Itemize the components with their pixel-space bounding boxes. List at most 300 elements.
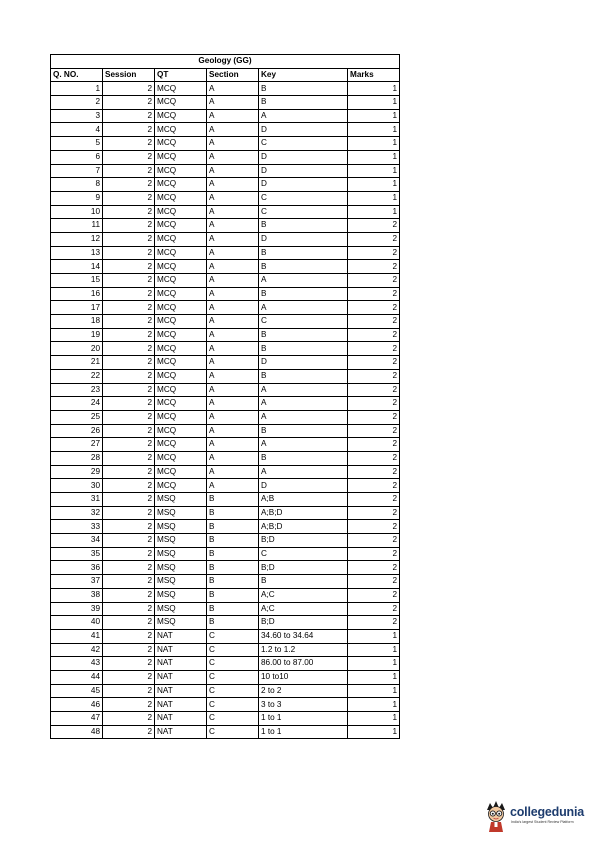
cell-key: B [259, 246, 348, 260]
cell-session: 2 [103, 479, 155, 493]
header-key: Key [259, 68, 348, 82]
cell-session: 2 [103, 178, 155, 192]
cell-section: A [207, 383, 259, 397]
table-row [51, 670, 400, 684]
cell-session: 2 [103, 698, 155, 712]
cell-section: B [207, 520, 259, 534]
table-row [51, 602, 400, 616]
cell-qno: 2 [51, 96, 103, 110]
cell-qt: MSQ [155, 493, 207, 507]
cell-marks: 1 [348, 191, 400, 205]
cell-session: 2 [103, 301, 155, 315]
table-row [51, 438, 400, 452]
table-title-row [51, 55, 400, 69]
cell-key: C [259, 205, 348, 219]
cell-section: A [207, 191, 259, 205]
cell-section: A [207, 219, 259, 233]
cell-section: C [207, 657, 259, 671]
cell-session: 2 [103, 506, 155, 520]
cell-key: B [259, 342, 348, 356]
cell-section: B [207, 493, 259, 507]
cell-qno: 5 [51, 137, 103, 151]
table-row [51, 164, 400, 178]
cell-key: D [259, 232, 348, 246]
cell-section: A [207, 123, 259, 137]
table-row [51, 424, 400, 438]
table-row [51, 123, 400, 137]
cell-section: A [207, 465, 259, 479]
cell-qno: 12 [51, 232, 103, 246]
cell-key: A [259, 397, 348, 411]
cell-qt: NAT [155, 629, 207, 643]
cell-qno: 23 [51, 383, 103, 397]
cell-marks: 2 [348, 315, 400, 329]
cell-qt: MCQ [155, 260, 207, 274]
table-body [51, 82, 400, 739]
cell-qno: 15 [51, 274, 103, 288]
table-row [51, 725, 400, 739]
table-row [51, 534, 400, 548]
table-row [51, 684, 400, 698]
cell-qt: MCQ [155, 96, 207, 110]
table-row [51, 616, 400, 630]
cell-marks: 1 [348, 657, 400, 671]
cell-key: B;D [259, 616, 348, 630]
cell-qt: NAT [155, 698, 207, 712]
cell-session: 2 [103, 629, 155, 643]
table-row [51, 191, 400, 205]
cell-key: A;B [259, 493, 348, 507]
cell-marks: 2 [348, 356, 400, 370]
cell-section: A [207, 137, 259, 151]
cell-qt: MCQ [155, 191, 207, 205]
cell-session: 2 [103, 123, 155, 137]
cell-marks: 1 [348, 150, 400, 164]
cell-section: B [207, 534, 259, 548]
cell-session: 2 [103, 383, 155, 397]
table-row [51, 520, 400, 534]
table-row [51, 287, 400, 301]
cell-qno: 38 [51, 588, 103, 602]
cell-key: 2 to 2 [259, 684, 348, 698]
cell-session: 2 [103, 561, 155, 575]
cell-key: A [259, 383, 348, 397]
cell-qno: 34 [51, 534, 103, 548]
table-row [51, 232, 400, 246]
cell-qt: MCQ [155, 205, 207, 219]
cell-session: 2 [103, 82, 155, 96]
cell-section: A [207, 82, 259, 96]
cell-qt: MCQ [155, 410, 207, 424]
cell-qno: 13 [51, 246, 103, 260]
cell-marks: 2 [348, 493, 400, 507]
cell-section: C [207, 643, 259, 657]
cell-marks: 2 [348, 575, 400, 589]
cell-marks: 2 [348, 383, 400, 397]
cell-qno: 11 [51, 219, 103, 233]
cell-section: A [207, 479, 259, 493]
cell-qt: NAT [155, 643, 207, 657]
cell-qno: 43 [51, 657, 103, 671]
table-row [51, 712, 400, 726]
collegedunia-logo [484, 799, 590, 833]
cell-session: 2 [103, 369, 155, 383]
cell-marks: 2 [348, 397, 400, 411]
table-row [51, 96, 400, 110]
cell-marks: 2 [348, 616, 400, 630]
cell-session: 2 [103, 438, 155, 452]
cell-key: C [259, 315, 348, 329]
cell-marks: 1 [348, 109, 400, 123]
cell-qt: MCQ [155, 82, 207, 96]
cell-qt: MCQ [155, 383, 207, 397]
cell-marks: 2 [348, 219, 400, 233]
cell-qno: 36 [51, 561, 103, 575]
cell-qno: 39 [51, 602, 103, 616]
cell-section: B [207, 616, 259, 630]
cell-session: 2 [103, 287, 155, 301]
table-row [51, 561, 400, 575]
table-title: Geology (GG) [51, 55, 400, 69]
header-marks: Marks [348, 68, 400, 82]
cell-key: A;C [259, 588, 348, 602]
cell-marks: 2 [348, 534, 400, 548]
cell-key: D [259, 150, 348, 164]
cell-qt: MCQ [155, 274, 207, 288]
header-section: Section [207, 68, 259, 82]
cell-key: A [259, 438, 348, 452]
cell-section: C [207, 725, 259, 739]
cell-qno: 6 [51, 150, 103, 164]
cell-key: B;D [259, 534, 348, 548]
cell-marks: 2 [348, 246, 400, 260]
cell-marks: 2 [348, 369, 400, 383]
cell-marks: 1 [348, 670, 400, 684]
table-row [51, 260, 400, 274]
cell-session: 2 [103, 451, 155, 465]
cell-session: 2 [103, 520, 155, 534]
cell-qno: 14 [51, 260, 103, 274]
cell-marks: 2 [348, 438, 400, 452]
cell-section: C [207, 712, 259, 726]
cell-session: 2 [103, 410, 155, 424]
cell-qt: MCQ [155, 164, 207, 178]
table-row [51, 342, 400, 356]
cell-qt: MCQ [155, 397, 207, 411]
cell-qno: 4 [51, 123, 103, 137]
cell-marks: 1 [348, 725, 400, 739]
cell-key: A [259, 274, 348, 288]
cell-section: A [207, 410, 259, 424]
cell-marks: 1 [348, 629, 400, 643]
brand-tagline: India's largest Student Review Platform [511, 820, 574, 824]
cell-qno: 42 [51, 643, 103, 657]
cell-key: 1.2 to 1.2 [259, 643, 348, 657]
cell-marks: 2 [348, 602, 400, 616]
table-row [51, 479, 400, 493]
cell-qno: 28 [51, 451, 103, 465]
cell-section: C [207, 698, 259, 712]
table-row [51, 506, 400, 520]
cell-session: 2 [103, 397, 155, 411]
cell-qno: 33 [51, 520, 103, 534]
cell-key: B [259, 96, 348, 110]
cell-session: 2 [103, 547, 155, 561]
table-row [51, 493, 400, 507]
cell-qt: MCQ [155, 479, 207, 493]
cell-marks: 2 [348, 301, 400, 315]
cell-key: A [259, 109, 348, 123]
cell-key: 1 to 1 [259, 712, 348, 726]
cell-qt: NAT [155, 725, 207, 739]
cell-section: A [207, 342, 259, 356]
cell-qt: MSQ [155, 506, 207, 520]
cell-qno: 7 [51, 164, 103, 178]
cell-marks: 2 [348, 561, 400, 575]
cell-qno: 10 [51, 205, 103, 219]
cell-section: A [207, 315, 259, 329]
cell-marks: 1 [348, 96, 400, 110]
cell-session: 2 [103, 616, 155, 630]
cell-key: C [259, 191, 348, 205]
cell-session: 2 [103, 424, 155, 438]
cell-session: 2 [103, 274, 155, 288]
cell-qno: 17 [51, 301, 103, 315]
header-session: Session [103, 68, 155, 82]
cell-qt: MCQ [155, 178, 207, 192]
cell-marks: 2 [348, 342, 400, 356]
cell-section: A [207, 246, 259, 260]
cell-key: B [259, 575, 348, 589]
cell-section: A [207, 424, 259, 438]
cell-section: A [207, 109, 259, 123]
table-row [51, 315, 400, 329]
cell-section: B [207, 575, 259, 589]
cell-section: A [207, 205, 259, 219]
brand-name: collegedunia [510, 805, 585, 819]
cell-qt: MSQ [155, 534, 207, 548]
cell-qno: 26 [51, 424, 103, 438]
cell-key: B;D [259, 561, 348, 575]
cell-section: A [207, 451, 259, 465]
table-row [51, 356, 400, 370]
cell-qt: MCQ [155, 451, 207, 465]
cell-marks: 1 [348, 178, 400, 192]
cell-marks: 2 [348, 506, 400, 520]
cell-marks: 2 [348, 465, 400, 479]
table-row [51, 643, 400, 657]
table-row [51, 588, 400, 602]
cell-session: 2 [103, 602, 155, 616]
cell-qno: 21 [51, 356, 103, 370]
mascot-icon [484, 799, 508, 833]
cell-key: A;B;D [259, 506, 348, 520]
cell-session: 2 [103, 260, 155, 274]
cell-qno: 44 [51, 670, 103, 684]
cell-section: B [207, 561, 259, 575]
cell-qt: MSQ [155, 575, 207, 589]
cell-qt: MCQ [155, 123, 207, 137]
cell-section: A [207, 369, 259, 383]
cell-key: B [259, 260, 348, 274]
cell-key: D [259, 123, 348, 137]
cell-key: 34.60 to 34.64 [259, 629, 348, 643]
cell-qno: 47 [51, 712, 103, 726]
cell-marks: 2 [348, 328, 400, 342]
table-row [51, 82, 400, 96]
cell-session: 2 [103, 493, 155, 507]
table-row [51, 629, 400, 643]
header-qt: QT [155, 68, 207, 82]
cell-qt: NAT [155, 712, 207, 726]
cell-qt: MCQ [155, 150, 207, 164]
cell-key: D [259, 164, 348, 178]
cell-session: 2 [103, 191, 155, 205]
cell-qt: MCQ [155, 328, 207, 342]
cell-key: B [259, 369, 348, 383]
cell-session: 2 [103, 96, 155, 110]
cell-session: 2 [103, 164, 155, 178]
table-row [51, 246, 400, 260]
table-row [51, 465, 400, 479]
cell-marks: 1 [348, 123, 400, 137]
cell-section: A [207, 397, 259, 411]
cell-section: A [207, 164, 259, 178]
cell-qno: 32 [51, 506, 103, 520]
table-row [51, 657, 400, 671]
cell-qno: 41 [51, 629, 103, 643]
cell-qt: MCQ [155, 342, 207, 356]
cell-section: A [207, 274, 259, 288]
table-row [51, 397, 400, 411]
cell-section: A [207, 356, 259, 370]
cell-section: B [207, 506, 259, 520]
cell-key: A;C [259, 602, 348, 616]
table-row [51, 575, 400, 589]
cell-marks: 2 [348, 547, 400, 561]
table-row [51, 219, 400, 233]
cell-qno: 8 [51, 178, 103, 192]
table-row [51, 274, 400, 288]
cell-marks: 1 [348, 684, 400, 698]
cell-section: B [207, 547, 259, 561]
cell-marks: 2 [348, 274, 400, 288]
cell-session: 2 [103, 643, 155, 657]
cell-section: C [207, 670, 259, 684]
cell-qt: MSQ [155, 588, 207, 602]
cell-section: B [207, 602, 259, 616]
table-row [51, 369, 400, 383]
cell-qt: MCQ [155, 219, 207, 233]
table-row [51, 137, 400, 151]
cell-session: 2 [103, 356, 155, 370]
cell-qt: MCQ [155, 369, 207, 383]
table-row [51, 698, 400, 712]
cell-marks: 2 [348, 588, 400, 602]
cell-qno: 37 [51, 575, 103, 589]
cell-qt: MCQ [155, 232, 207, 246]
cell-qno: 20 [51, 342, 103, 356]
cell-marks: 1 [348, 82, 400, 96]
cell-session: 2 [103, 246, 155, 260]
cell-session: 2 [103, 465, 155, 479]
cell-qt: MCQ [155, 137, 207, 151]
cell-marks: 2 [348, 520, 400, 534]
table-row [51, 178, 400, 192]
cell-session: 2 [103, 588, 155, 602]
cell-session: 2 [103, 137, 155, 151]
cell-session: 2 [103, 150, 155, 164]
cell-qno: 22 [51, 369, 103, 383]
cell-qno: 9 [51, 191, 103, 205]
cell-session: 2 [103, 342, 155, 356]
cell-session: 2 [103, 205, 155, 219]
cell-qt: MCQ [155, 424, 207, 438]
cell-section: A [207, 260, 259, 274]
cell-qno: 48 [51, 725, 103, 739]
cell-qt: NAT [155, 684, 207, 698]
cell-marks: 2 [348, 260, 400, 274]
cell-qt: MCQ [155, 301, 207, 315]
cell-qno: 30 [51, 479, 103, 493]
cell-section: A [207, 178, 259, 192]
table-row [51, 109, 400, 123]
cell-key: 1 to 1 [259, 725, 348, 739]
cell-key: A;B;D [259, 520, 348, 534]
cell-qno: 35 [51, 547, 103, 561]
cell-qt: NAT [155, 657, 207, 671]
cell-qt: MCQ [155, 246, 207, 260]
cell-qno: 46 [51, 698, 103, 712]
cell-key: 3 to 3 [259, 698, 348, 712]
table-row [51, 301, 400, 315]
cell-key: B [259, 424, 348, 438]
cell-session: 2 [103, 712, 155, 726]
cell-qno: 27 [51, 438, 103, 452]
cell-key: A [259, 410, 348, 424]
cell-marks: 2 [348, 451, 400, 465]
cell-qno: 25 [51, 410, 103, 424]
cell-qno: 31 [51, 493, 103, 507]
table-row [51, 451, 400, 465]
table-row [51, 150, 400, 164]
cell-session: 2 [103, 232, 155, 246]
cell-section: A [207, 301, 259, 315]
cell-marks: 1 [348, 205, 400, 219]
cell-qt: NAT [155, 670, 207, 684]
cell-qt: MCQ [155, 465, 207, 479]
cell-key: B [259, 328, 348, 342]
cell-key: 10 to10 [259, 670, 348, 684]
cell-section: A [207, 438, 259, 452]
cell-section: B [207, 588, 259, 602]
cell-session: 2 [103, 684, 155, 698]
cell-section: A [207, 150, 259, 164]
cell-key: C [259, 137, 348, 151]
cell-session: 2 [103, 219, 155, 233]
cell-session: 2 [103, 575, 155, 589]
cell-qt: MCQ [155, 356, 207, 370]
cell-qt: MSQ [155, 561, 207, 575]
cell-key: B [259, 287, 348, 301]
cell-session: 2 [103, 315, 155, 329]
cell-session: 2 [103, 657, 155, 671]
cell-section: C [207, 684, 259, 698]
cell-key: 86.00 to 87.00 [259, 657, 348, 671]
cell-session: 2 [103, 670, 155, 684]
cell-qno: 29 [51, 465, 103, 479]
cell-marks: 2 [348, 232, 400, 246]
